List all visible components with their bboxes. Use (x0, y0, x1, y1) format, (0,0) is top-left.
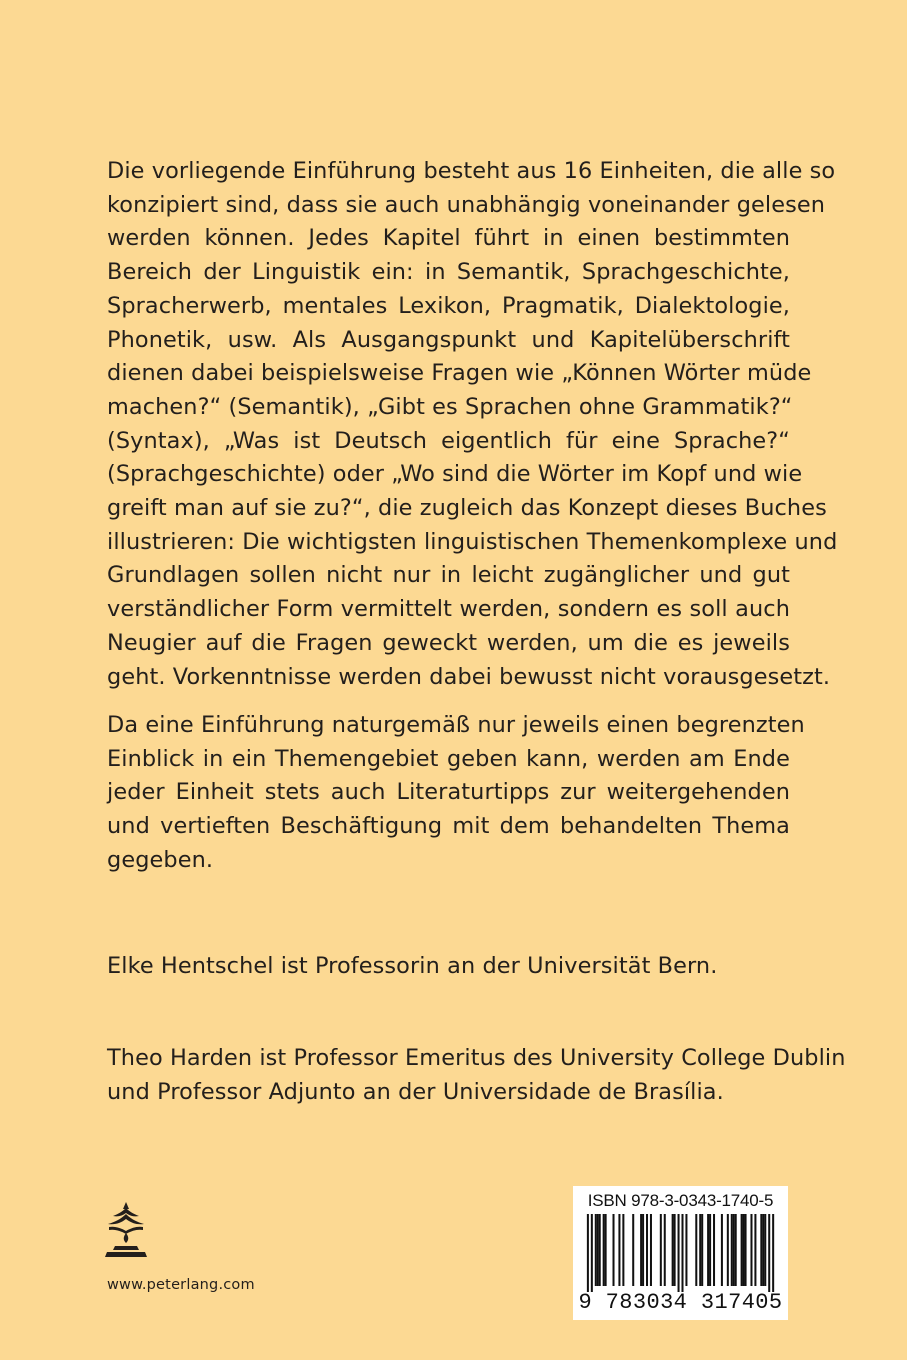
text-line: geht. Vorkenntnisse werden dabei bewusst nicht vorausgesetzt. (107, 663, 831, 690)
barcode-bar (595, 1214, 597, 1286)
barcode-bar (674, 1214, 676, 1286)
text-line: verständlicher Form vermittelt werden, sondern es soll auch (107, 596, 790, 623)
barcode-bar (760, 1214, 762, 1286)
barcode-bar (664, 1214, 666, 1286)
barcode-bar (750, 1214, 752, 1286)
barcode-bars (579, 1214, 782, 1292)
barcode-bar (603, 1214, 605, 1286)
barcode-bar (642, 1214, 644, 1286)
barcode-bar (681, 1214, 683, 1292)
barcode-bar (605, 1214, 607, 1286)
barcode-bar (707, 1214, 709, 1286)
text-line: und vertieften Beschäftigung mit dem behandelten Thema (107, 813, 790, 840)
barcode-bar (768, 1214, 770, 1292)
barcode-bar (622, 1214, 624, 1286)
barcode-bar (754, 1214, 756, 1286)
text-line: konzipiert sind, dass sie auch unabhängig voneinander gelesen (107, 191, 826, 218)
text-line: Grundlagen sollen nicht nur in leicht zugänglicher und gut (107, 562, 790, 589)
barcode-bar (709, 1214, 711, 1286)
text-line: gegeben. (107, 846, 214, 873)
barcode-bar (701, 1214, 703, 1286)
ean-digits: 9 783034 317405 (578, 1290, 783, 1315)
barcode-bar (743, 1214, 745, 1286)
text-line: Neugier auf die Fragen geweckt werden, um die es jeweils (107, 629, 790, 656)
barcode-bar (731, 1214, 733, 1286)
text-line: Da eine Einführung naturgemäß nur jeweils einen begrenzten (107, 712, 805, 738)
publisher-website[interactable]: www.peterlang.com (107, 1277, 255, 1293)
barcode-bar (650, 1214, 652, 1286)
barcode-bar (640, 1214, 642, 1286)
isbn-label: ISBN 978-3-0343-1740-5 (587, 1191, 774, 1210)
author-bio-hentschel (107, 950, 790, 984)
barcode-bar (762, 1214, 764, 1286)
barcode-bar (733, 1214, 735, 1286)
barcode-bar (695, 1214, 697, 1286)
text-line: Spracherwerb, mentales Lexikon, Pragmatik, Dialektologie, (107, 292, 790, 319)
barcode-bar (597, 1214, 599, 1286)
barcode-bar (721, 1214, 723, 1286)
text-line: Phonetik, usw. Als Ausgangspunkt und Kapitelüberschrift (107, 326, 790, 353)
text-line: machen?“ (Semantik), „Gibt es Sprachen ohne Grammatik?“ (107, 393, 793, 420)
text-line: Einblick in ein Themengebiet geben kann, werden am Ende (107, 745, 790, 772)
text-line: Elke Hentschel ist Professorin an der Universität Bern. (107, 953, 718, 979)
barcode-bar (741, 1214, 743, 1286)
author-bio-harden (107, 1042, 846, 1109)
barcode-bar (618, 1214, 620, 1286)
barcode-bar (678, 1214, 680, 1292)
text-line: Die vorliegende Einführung besteht aus 16 Einheiten, die alle so (107, 158, 836, 184)
text-line: werden können. Jedes Kapitel führt in einen bestimmten (107, 225, 790, 252)
text-line: Theo Harden ist Professor Emeritus des University College Dublin (107, 1045, 846, 1071)
text-line: greift man auf sie zu?“, die zugleich das Konzept dieses Buches (107, 495, 827, 522)
peter-lang-tree-logo-icon (103, 1200, 149, 1258)
barcode-bar (591, 1214, 593, 1292)
text-line: jeder Einheit stets auch Literaturtipps zur weitergehenden (107, 779, 790, 806)
barcode-bar (613, 1214, 615, 1286)
barcode-bar (587, 1214, 589, 1292)
barcode-bar (599, 1214, 601, 1286)
barcode-bar (672, 1214, 674, 1286)
text-line: und Professor Adjunto an der Universidade de Brasília. (107, 1078, 724, 1105)
text-line: Bereich der Linguistik ein: in Semantik, Sprachgeschichte, (107, 259, 790, 286)
text-line: (Syntax), „Was ist Deutsch eigentlich für eine Sprache?“ (107, 427, 790, 454)
barcode-bar (713, 1214, 715, 1286)
barcode-bar (646, 1214, 648, 1286)
barcode-bar (685, 1214, 687, 1286)
barcode-bar (660, 1214, 662, 1286)
barcode-bar (764, 1214, 766, 1286)
isbn-barcode (573, 1186, 788, 1320)
barcode-bar (735, 1214, 737, 1286)
description-paragraph-2 (107, 709, 805, 878)
text-line: (Sprachgeschichte) oder „Wo sind die Wörter im Kopf und wie (107, 461, 803, 488)
barcode-bar (772, 1214, 774, 1292)
text-line: dienen dabei beispielsweise Fragen wie „Können Wörter müde (107, 360, 812, 387)
barcode-bar (745, 1214, 747, 1286)
barcode-bar (699, 1214, 701, 1286)
barcode-bar (632, 1214, 634, 1286)
text-line: illustrieren: Die wichtigsten linguistischen Themenkomplexe und (107, 528, 838, 555)
description-paragraph-1 (107, 155, 838, 694)
barcode-bar (727, 1214, 729, 1286)
